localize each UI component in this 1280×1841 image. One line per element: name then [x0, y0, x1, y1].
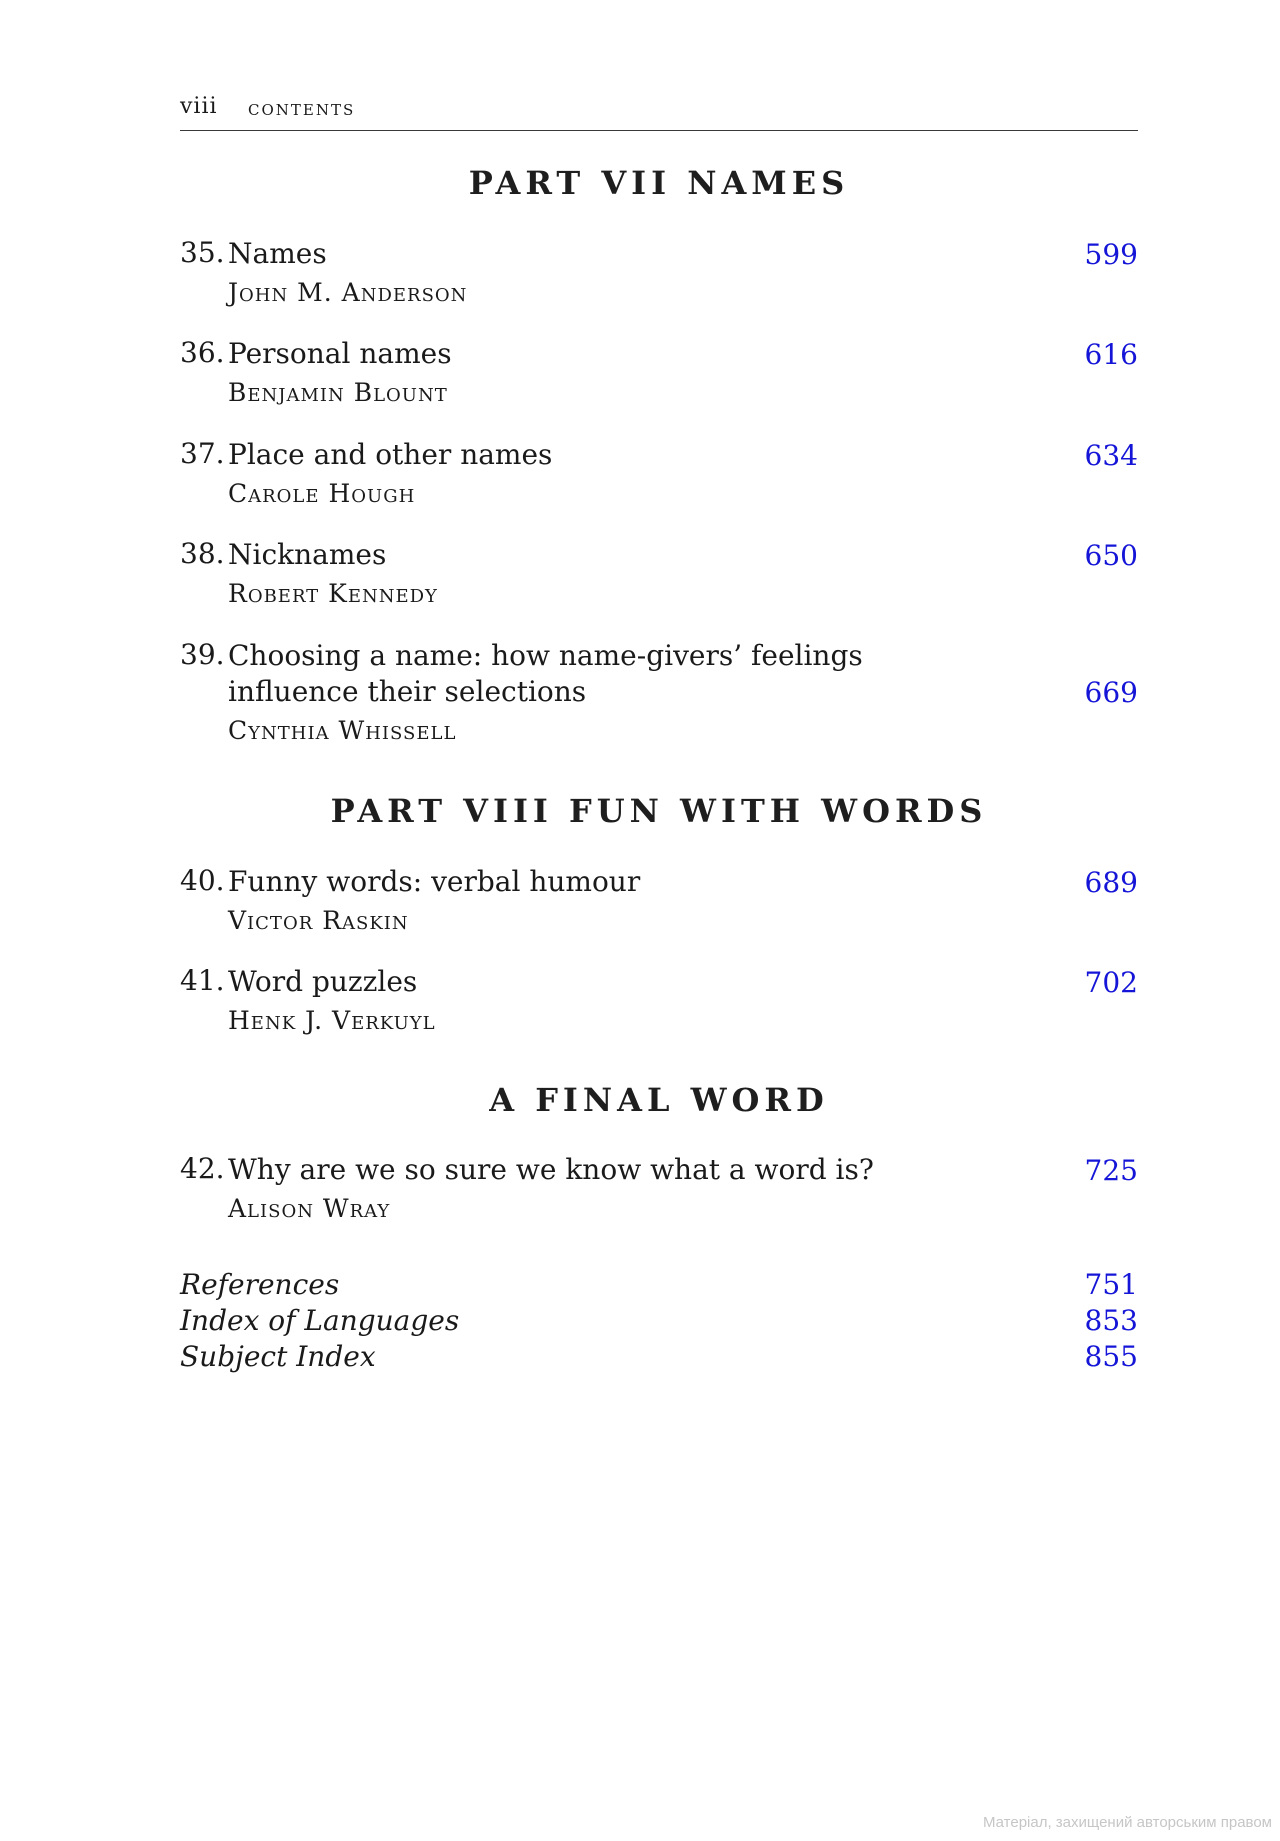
chapter-page-link[interactable]: 702 [1084, 966, 1138, 999]
chapter-page-link[interactable]: 650 [1084, 539, 1138, 572]
chapter-page-link[interactable]: 689 [1084, 866, 1138, 899]
part-heading: A FINAL WORD [489, 1081, 829, 1119]
chapter-author: Cynthia Whissell [228, 716, 457, 745]
toc-entry[interactable] [180, 1152, 1138, 1222]
chapter-number: 38. [180, 537, 225, 570]
contents-page [180, 0, 1138, 1841]
chapter-title: Choosing a name: how name-givers’ feelings influence their selections [228, 639, 863, 708]
backmatter-title: Subject Index [180, 1340, 376, 1373]
chapter-author: Alison Wray [228, 1194, 391, 1223]
chapter-number: 37. [180, 437, 225, 470]
chapter-title: Names [228, 237, 327, 270]
chapter-author: Victor Raskin [228, 906, 409, 935]
copyright-watermark: Матеріал, захищений авторським правом [982, 1814, 1272, 1831]
chapter-page-link[interactable]: 616 [1084, 338, 1138, 371]
chapter-author: Benjamin Blount [228, 378, 448, 407]
backmatter-title: References [180, 1268, 340, 1301]
part-heading: PART VIII FUN WITH WORDS [330, 792, 988, 830]
chapter-number: 41. [180, 964, 225, 997]
toc-entry[interactable] [180, 437, 1138, 507]
chapter-author: Carole Hough [228, 479, 416, 508]
chapter-title: Why are we so sure we know what a word is? [228, 1153, 874, 1186]
running-head-page-number: viii [180, 94, 218, 119]
chapter-number: 35. [180, 236, 225, 269]
toc-entry[interactable] [180, 537, 1138, 607]
toc-entry[interactable] [180, 964, 1138, 1034]
toc-entry[interactable] [180, 638, 1138, 748]
chapter-number: 39. [180, 638, 225, 671]
chapter-number: 42. [180, 1152, 225, 1185]
chapter-title: Nicknames [228, 538, 387, 571]
toc-entry[interactable] [180, 336, 1138, 406]
chapter-title: Place and other names [228, 438, 553, 471]
backmatter-title: Index of Languages [180, 1304, 460, 1337]
toc-entry[interactable] [180, 236, 1138, 306]
chapter-author: John M. Anderson [228, 278, 468, 307]
chapter-author: Robert Kennedy [228, 579, 438, 608]
backmatter-entry[interactable] [180, 1340, 1138, 1376]
backmatter-page-link[interactable]: 853 [1084, 1304, 1138, 1337]
chapter-page-link[interactable]: 669 [1084, 676, 1138, 709]
chapter-title: Word puzzles [228, 965, 418, 998]
backmatter-page-link[interactable]: 751 [1084, 1268, 1138, 1301]
backmatter-entry[interactable] [180, 1304, 1138, 1340]
chapter-number: 36. [180, 336, 225, 369]
chapter-page-link[interactable]: 725 [1084, 1154, 1138, 1187]
backmatter-entry[interactable] [180, 1268, 1138, 1304]
chapter-title: Funny words: verbal humour [228, 865, 641, 898]
chapter-title: Personal names [228, 337, 452, 370]
toc-entry[interactable] [180, 864, 1138, 934]
running-head-title: contents [248, 96, 356, 121]
part-heading: PART VII NAMES [468, 164, 850, 202]
chapter-page-link[interactable]: 634 [1084, 439, 1138, 472]
chapter-number: 40. [180, 864, 225, 897]
chapter-author: Henk J. Verkuyl [228, 1006, 436, 1035]
chapter-page-link[interactable]: 599 [1084, 238, 1138, 271]
running-head [180, 92, 1138, 131]
backmatter-page-link[interactable]: 855 [1084, 1340, 1138, 1373]
